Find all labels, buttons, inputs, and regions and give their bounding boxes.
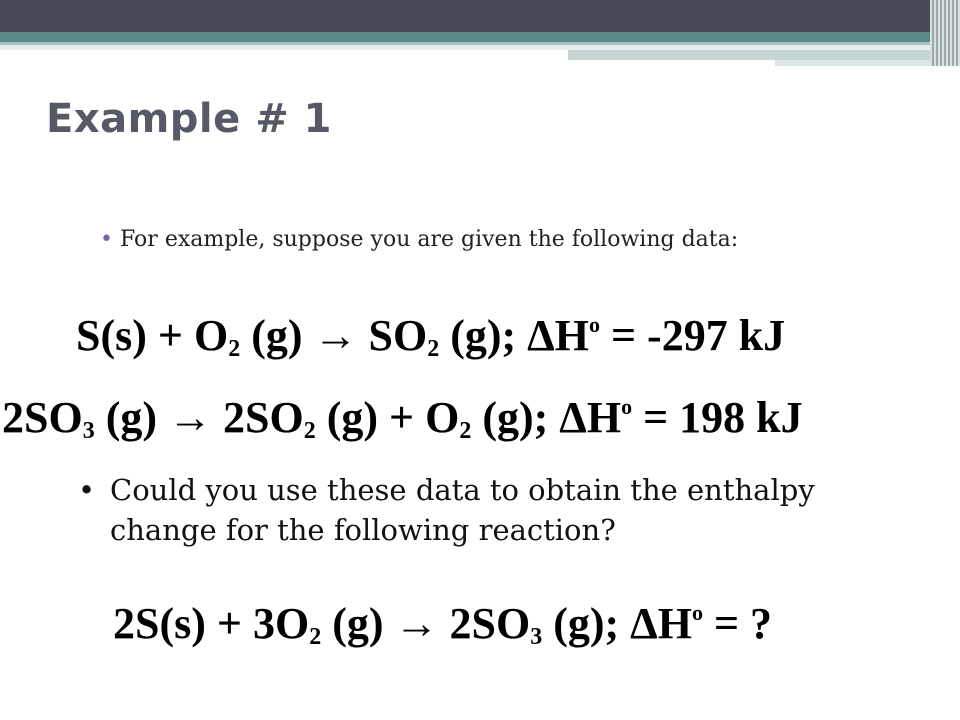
eq1-prod-sub: 2 [427, 336, 440, 362]
eq3-rest: (g); ΔH [542, 599, 692, 648]
bullet-icon: • [100, 227, 113, 252]
bullet-intro-text: For example, suppose you are given the following data: [120, 227, 739, 252]
eq3-mid: (g) → 2SO [321, 599, 531, 648]
eq1-lhs-sub: 2 [228, 336, 241, 362]
eq3-rhs: = ? [702, 599, 773, 648]
eq2-rest: (g); ΔH [471, 393, 622, 442]
bullet-intro [100, 224, 840, 256]
eq1-rhs: = -297 kJ [599, 311, 786, 360]
bullet-question [78, 470, 918, 550]
eq3-lhs: 2S(s) + 3O [113, 599, 310, 648]
eq2-lhs: 2SO [2, 393, 83, 442]
eq3-lhs-sub: 2 [309, 624, 322, 650]
eq1-prod-rest: (g); ΔH [439, 311, 589, 360]
eq2-lhs-sub: 3 [82, 418, 95, 444]
equation-3 [113, 598, 772, 651]
eq3-sup: o [691, 600, 703, 625]
top-dark-band [0, 0, 960, 32]
eq2-sup: o [621, 394, 633, 419]
top-light-block [568, 50, 960, 60]
eq2-mid-sub: 2 [303, 418, 316, 444]
bullet-icon: • [78, 473, 96, 507]
eq2-mid2-sub: 2 [459, 418, 472, 444]
equation-2 [2, 392, 803, 445]
equation-1 [76, 310, 785, 363]
eq3-mid-sub: 3 [530, 624, 543, 650]
eq1-lhs: S(s) + O [76, 311, 229, 360]
top-teal-band [0, 32, 960, 42]
eq2-mid2: (g) + O [315, 393, 460, 442]
slide-title: Example # 1 [46, 96, 332, 142]
eq2-rhs: = 198 kJ [632, 393, 803, 442]
top-right-stripes [930, 0, 960, 66]
bullet-question-text: Could you use these data to obtain the enthalpy change for the following reaction? [110, 473, 815, 547]
eq2-mid: (g) → 2SO [94, 393, 304, 442]
eq1-sup: o [588, 312, 600, 337]
eq1-lhs-rest: (g) → SO [240, 311, 428, 360]
